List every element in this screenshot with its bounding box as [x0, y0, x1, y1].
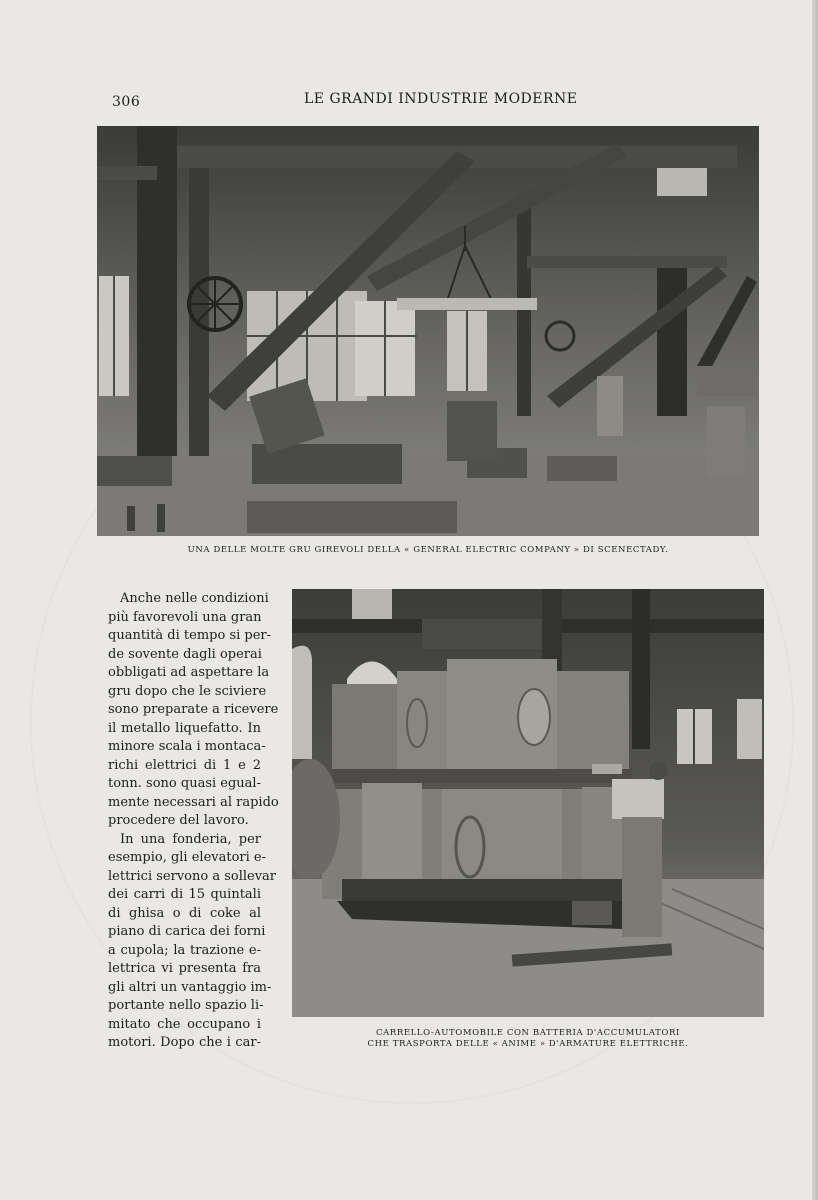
text-line: de sovente dagli operai — [108, 646, 262, 662]
text-line: portante nello spazio li- — [108, 998, 264, 1013]
text-line: obbligati ad aspettare la — [108, 665, 270, 680]
cart-caption-line-1: CARRELLO-AUTOMOBILE CON BATTERIA D'ACCUMULATORI — [376, 1028, 680, 1038]
crane-photo-caption: UNA DELLE MOLTE GRU GIREVOLI DELLA « GENERAL ELECTRIC COMPANY » DI SCENECTADY. — [187, 545, 669, 555]
text-line: il metallo liquefatto. In — [108, 720, 261, 736]
page-number: 306 — [112, 94, 141, 110]
text-line: tonn. sono quasi egual- — [108, 776, 261, 791]
cart-photo-caption — [292, 1028, 764, 1050]
text-line: motori. Dopo che i car- — [108, 1035, 261, 1050]
text-line: piano di carica dei forni — [108, 924, 266, 939]
text-line: quantità di tempo si per- — [108, 628, 272, 643]
text-line: procedere del lavoro. — [108, 813, 249, 828]
crane-photo — [97, 126, 759, 536]
text-line: In una fonderia, per — [120, 831, 261, 847]
text-line: di ghisa o di coke al — [108, 905, 261, 921]
text-line: sono preparate a ricevere — [108, 702, 279, 717]
text-line: mitato che occupano i — [108, 1016, 261, 1032]
text-line: gru dopo che le sciviere — [108, 683, 267, 699]
text-line: richi elettrici di 1 e 2 — [108, 757, 261, 773]
text-line: dei carri di 15 quintali — [108, 887, 261, 902]
text-line: Anche nelle condizioni — [120, 591, 269, 606]
text-line: più favorevoli una gran — [108, 609, 262, 625]
running-title: LE GRANDI INDUSTRIE MODERNE — [304, 91, 578, 107]
text-line: mente necessari al rapido — [108, 794, 279, 810]
text-line: esempio, gli elevatori e- — [108, 850, 267, 865]
text-line: lettrica vi presenta fra — [108, 961, 261, 976]
page-edge — [812, 0, 818, 1200]
body-text-column — [108, 590, 279, 1053]
text-line: a cupola; la trazione e- — [108, 942, 261, 958]
cart-photo — [292, 589, 764, 1017]
text-line: gli altri un vantaggio im- — [108, 979, 272, 995]
cart-caption-line-2: CHE TRASPORTA DELLE « ANIME » D'ARMATURE ELETTRICHE. — [367, 1039, 689, 1049]
text-line: lettrici servono a sollevar — [108, 868, 277, 884]
text-line: minore scala i montaca- — [108, 739, 266, 754]
